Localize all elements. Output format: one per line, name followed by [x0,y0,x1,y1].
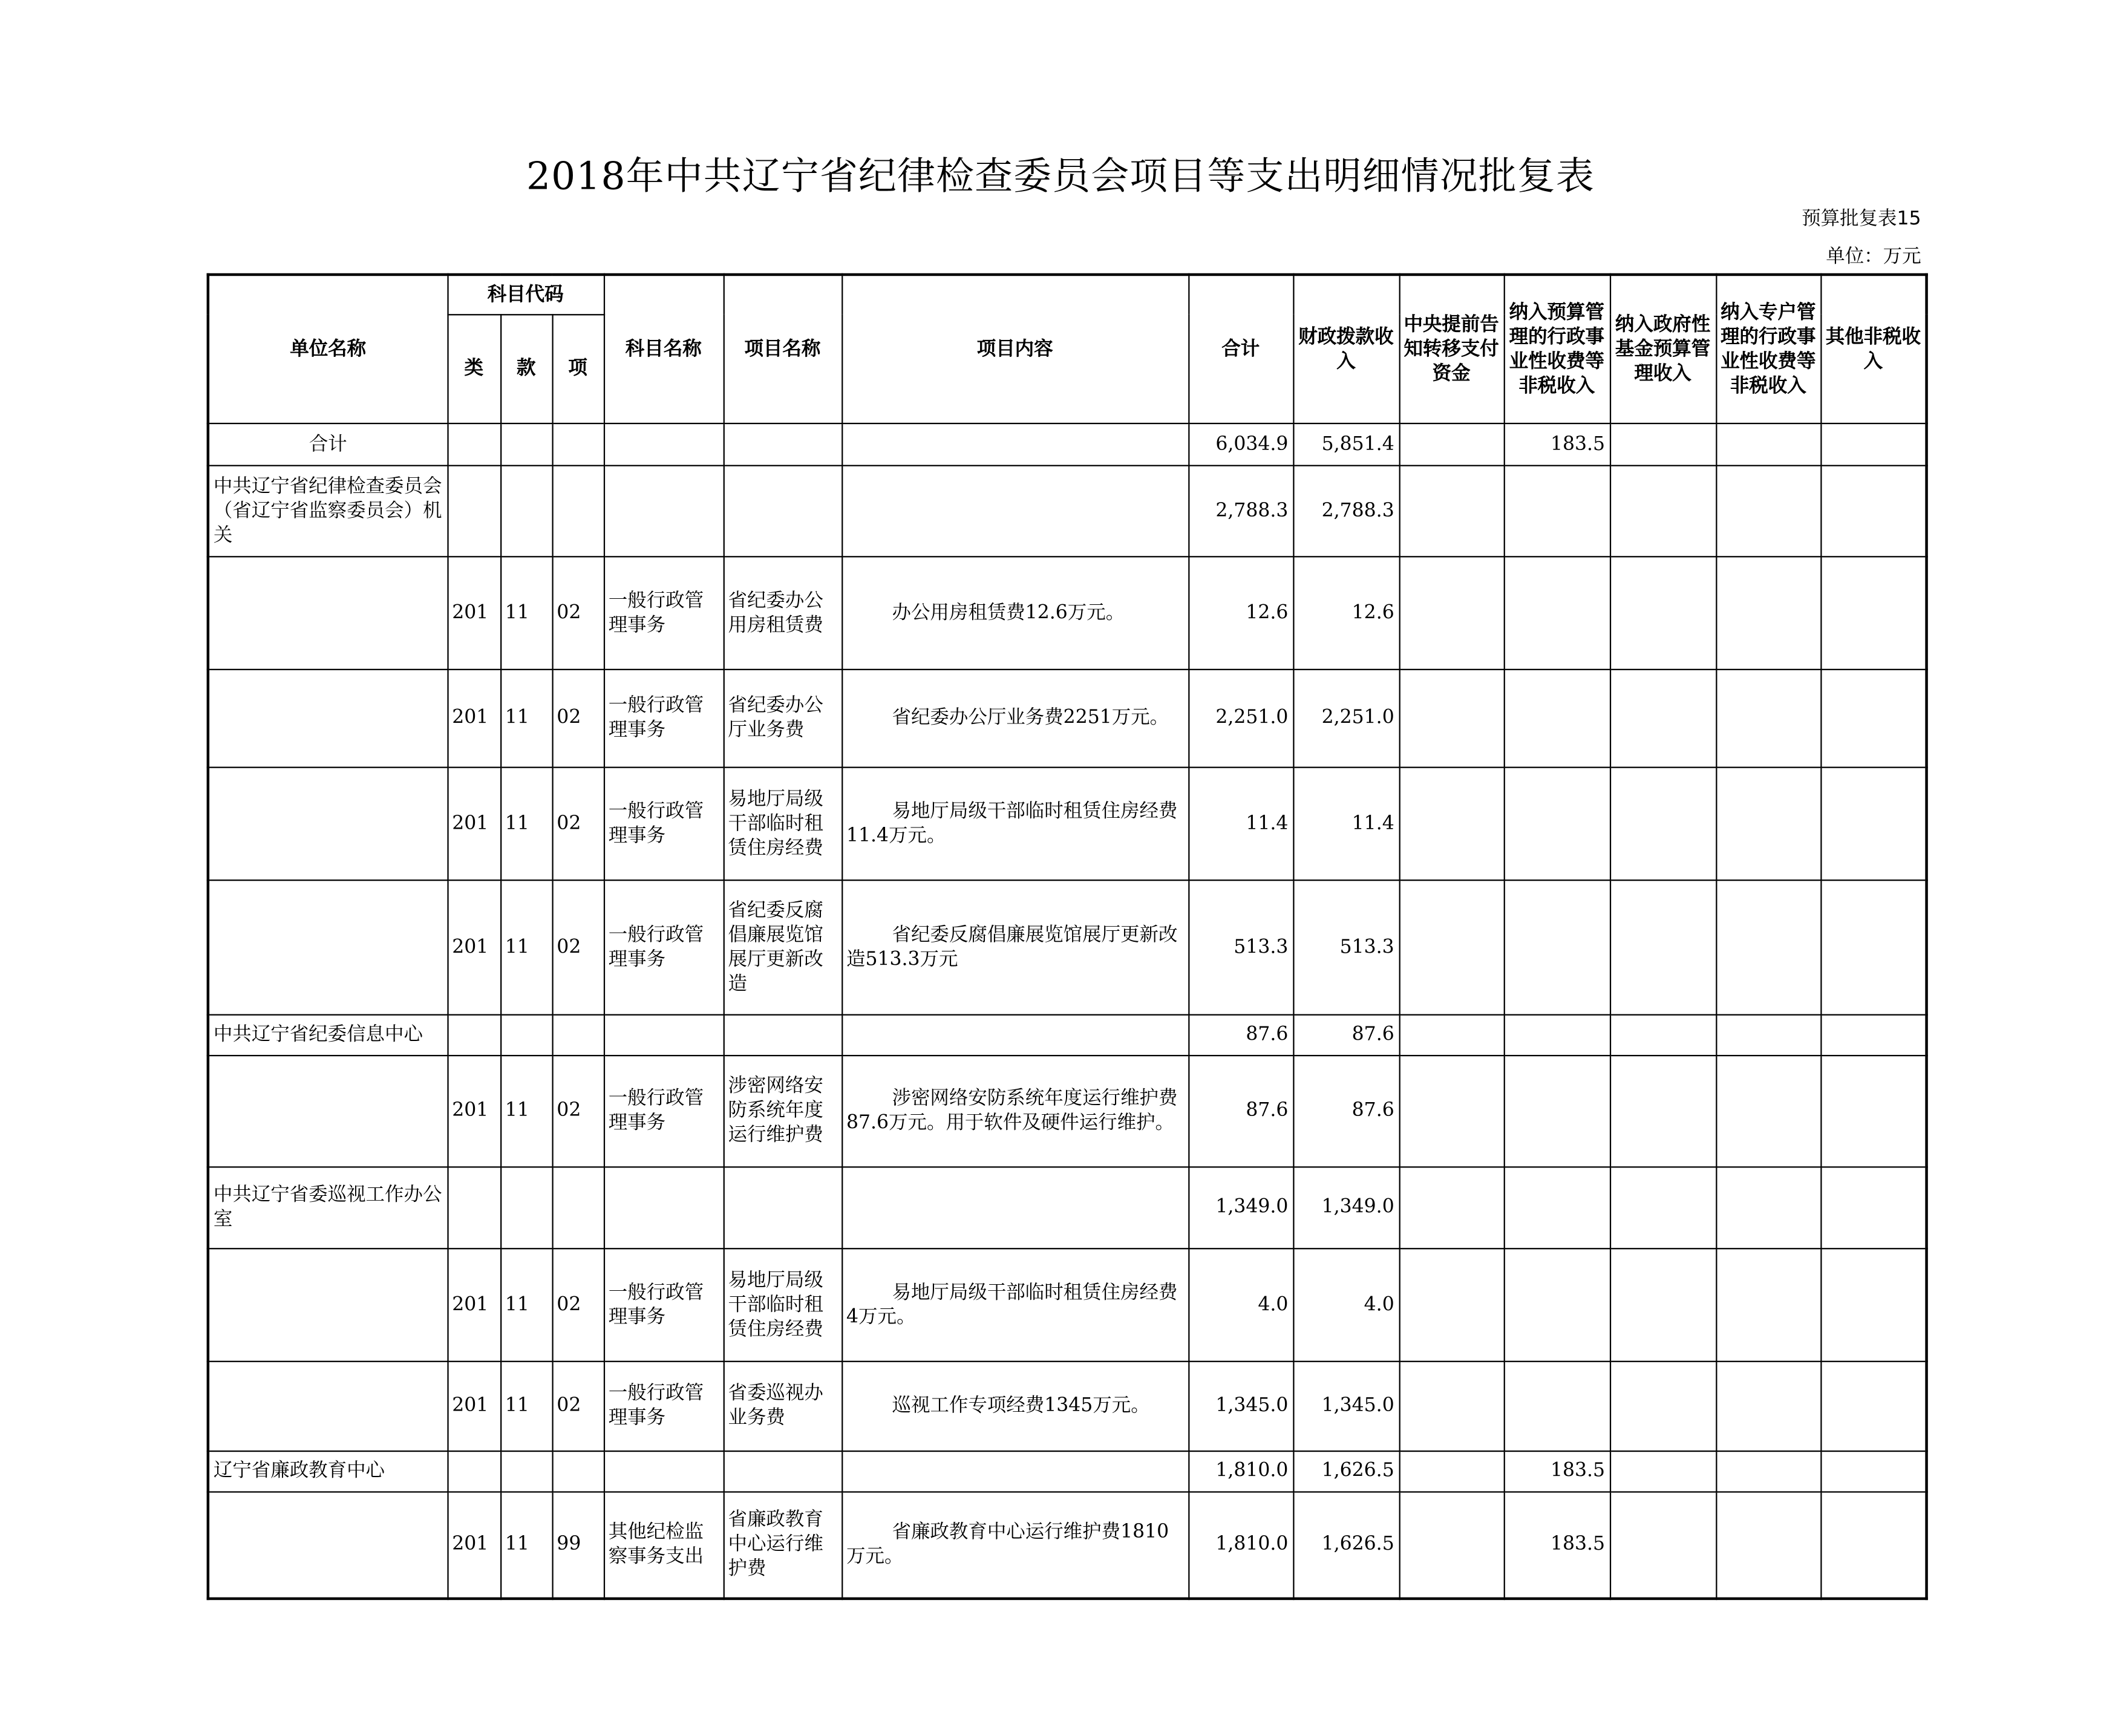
budget-nontax-cell [1504,1248,1610,1361]
central-transfer-cell [1399,423,1504,465]
project-name-cell [724,423,842,465]
project-content-cell [842,1450,1188,1491]
header-central-transfer: 中央提前告知转移支付资金 [1399,275,1504,423]
table-row [208,1361,1927,1450]
header-project-name: 项目名称 [724,275,842,423]
unit-name-cell [208,1361,448,1450]
other-nontax-cell [1820,879,1926,1014]
header-budget-mgmt-nontax: 纳入预算管理的行政事业性收费等非税收入 [1504,275,1610,423]
class-code-cell: 201 [447,1248,500,1361]
table-row [208,879,1927,1014]
total-cell: 1,810.0 [1188,1450,1293,1491]
subject-name-cell [604,1014,724,1055]
subitem-code-cell: 99 [552,1491,603,1599]
gov-fund-cell [1610,1248,1716,1361]
table-row [208,767,1927,880]
central-transfer-cell [1399,669,1504,767]
total-cell: 2,251.0 [1188,669,1293,767]
header-subject-code: 科目代码 [447,275,603,314]
fiscal-cell: 1,626.5 [1293,1491,1399,1599]
fiscal-cell: 5,851.4 [1293,423,1399,465]
special-account-cell [1716,465,1820,556]
total-cell: 6,034.9 [1188,423,1293,465]
gov-fund-cell [1610,556,1716,669]
subject-name-cell [604,1166,724,1248]
project-name-cell [724,465,842,556]
project-name-cell: 易地厅局级干部临时租赁住房经费 [724,1248,842,1361]
budget-nontax-cell [1504,767,1610,880]
project-name-cell: 易地厅局级干部临时租赁住房经费 [724,767,842,880]
central-transfer-cell [1399,1248,1504,1361]
fiscal-cell: 4.0 [1293,1248,1399,1361]
budget-nontax-cell [1504,1014,1610,1055]
unit-name-cell: 中共辽宁省纪律检查委员会（省辽宁省监察委员会）机关 [208,465,448,556]
project-content-cell: 涉密网络安防系统年度运行维护费87.6万元。用于软件及硬件运行维护。 [842,1055,1188,1166]
fiscal-cell: 1,626.5 [1293,1450,1399,1491]
item-code-cell [500,1450,552,1491]
project-content-cell [842,1014,1188,1055]
project-name-cell: 省廉政教育中心运行维护费 [724,1491,842,1599]
unit-name-cell [208,1248,448,1361]
other-nontax-cell [1820,423,1926,465]
fiscal-cell: 2,788.3 [1293,465,1399,556]
budget-nontax-cell [1504,556,1610,669]
subject-name-cell: 一般行政管理事务 [604,1055,724,1166]
class-code-cell: 201 [447,556,500,669]
other-nontax-cell [1820,1166,1926,1248]
budget-nontax-cell [1504,1166,1610,1248]
class-code-cell: 201 [447,1491,500,1599]
total-cell: 4.0 [1188,1248,1293,1361]
unit-name-cell: 中共辽宁省委巡视工作办公室 [208,1166,448,1248]
project-content-cell: 易地厅局级干部临时租赁住房经费11.4万元。 [842,767,1188,880]
class-code-cell: 201 [447,767,500,880]
item-code-cell [500,1166,552,1248]
subject-name-cell: 一般行政管理事务 [604,556,724,669]
subject-name-cell [604,465,724,556]
gov-fund-cell [1610,879,1716,1014]
unit-name-cell [208,556,448,669]
central-transfer-cell [1399,1361,1504,1450]
table-row [208,556,1927,669]
header-lei: 类 [447,314,500,423]
total-row [208,423,1927,465]
project-content-cell: 省廉政教育中心运行维护费1810万元。 [842,1491,1188,1599]
project-name-cell: 省纪委反腐倡廉展览馆展厅更新改造 [724,879,842,1014]
other-nontax-cell [1820,1248,1926,1361]
total-cell: 1,345.0 [1188,1361,1293,1450]
class-code-cell: 201 [447,669,500,767]
item-code-cell [500,1014,552,1055]
project-content-cell: 易地厅局级干部临时租赁住房经费4万元。 [842,1248,1188,1361]
header-kuan: 款 [500,314,552,423]
unit-name-cell: 中共辽宁省纪委信息中心 [208,1014,448,1055]
central-transfer-cell [1399,1450,1504,1491]
header-special-account: 纳入专户管理的行政事业性收费等非税收入 [1716,275,1820,423]
budget-nontax-cell [1504,465,1610,556]
central-transfer-cell [1399,767,1504,880]
total-cell: 1,810.0 [1188,1491,1293,1599]
table-body [208,423,1927,1599]
subject-name-cell: 一般行政管理事务 [604,767,724,880]
gov-fund-cell [1610,669,1716,767]
budget-nontax-cell: 183.5 [1504,423,1610,465]
other-nontax-cell [1820,767,1926,880]
budget-nontax-cell: 183.5 [1504,1450,1610,1491]
class-code-cell [447,423,500,465]
header-total: 合计 [1188,275,1293,423]
fiscal-cell: 11.4 [1293,767,1399,880]
gov-fund-cell [1610,767,1716,880]
special-account-cell [1716,767,1820,880]
budget-nontax-cell: 183.5 [1504,1491,1610,1599]
other-nontax-cell [1820,1055,1926,1166]
subitem-code-cell: 02 [552,767,603,880]
gov-fund-cell [1610,1450,1716,1491]
gov-fund-cell [1610,1166,1716,1248]
special-account-cell [1716,879,1820,1014]
unit-name-cell: 辽宁省廉政教育中心 [208,1450,448,1491]
item-code-cell: 11 [500,1055,552,1166]
item-code-cell: 11 [500,556,552,669]
central-transfer-cell [1399,1491,1504,1599]
item-code-cell: 11 [500,1361,552,1450]
budget-nontax-cell [1504,1055,1610,1166]
class-code-cell [447,465,500,556]
central-transfer-cell [1399,879,1504,1014]
subitem-code-cell: 02 [552,1361,603,1450]
fiscal-cell: 1,345.0 [1293,1361,1399,1450]
central-transfer-cell [1399,1055,1504,1166]
special-account-cell [1716,1166,1820,1248]
subject-name-cell: 一般行政管理事务 [604,1248,724,1361]
other-nontax-cell [1820,1450,1926,1491]
subitem-code-cell: 02 [552,669,603,767]
class-code-cell: 201 [447,1055,500,1166]
gov-fund-cell [1610,1014,1716,1055]
special-account-cell [1716,1055,1820,1166]
subitem-code-cell [552,423,603,465]
header-unit-name: 单位名称 [208,275,448,423]
other-nontax-cell [1820,669,1926,767]
central-transfer-cell [1399,465,1504,556]
header-xiang: 项 [552,314,603,423]
gov-fund-cell [1610,1361,1716,1450]
special-account-cell [1716,1361,1820,1450]
header-fiscal: 财政拨款收入 [1293,275,1399,423]
project-name-cell: 省委巡视办业务费 [724,1361,842,1450]
unit-name-cell [208,1055,448,1166]
special-account-cell [1716,1248,1820,1361]
special-account-cell [1716,1014,1820,1055]
total-cell: 87.6 [1188,1014,1293,1055]
table-row [208,1248,1927,1361]
unit-name-cell [208,669,448,767]
fiscal-cell: 12.6 [1293,556,1399,669]
project-content-cell [842,423,1188,465]
total-cell: 2,788.3 [1188,465,1293,556]
fiscal-cell: 513.3 [1293,879,1399,1014]
budget-nontax-cell [1504,669,1610,767]
subitem-code-cell [552,1166,603,1248]
fiscal-cell: 1,349.0 [1293,1166,1399,1248]
table-row [208,1450,1927,1491]
special-account-cell [1716,1491,1820,1599]
unit-name-cell [208,879,448,1014]
subitem-code-cell: 02 [552,879,603,1014]
project-content-cell: 省纪委办公厅业务费2251万元。 [842,669,1188,767]
item-code-cell: 11 [500,1248,552,1361]
project-name-cell: 涉密网络安防系统年度运行维护费 [724,1055,842,1166]
project-name-cell: 省纪委办公厅业务费 [724,669,842,767]
special-account-cell [1716,669,1820,767]
table-row [208,1014,1927,1055]
project-content-cell: 巡视工作专项经费1345万元。 [842,1361,1188,1450]
table-row [208,1166,1927,1248]
subject-name-cell [604,423,724,465]
total-cell: 87.6 [1188,1055,1293,1166]
item-code-cell: 11 [500,879,552,1014]
page-title: 2018年中共辽宁省纪律检查委员会项目等支出明细情况批复表 [526,153,1595,199]
other-nontax-cell [1820,1361,1926,1450]
project-name-cell: 省纪委办公用房租赁费 [724,556,842,669]
table-row [208,465,1927,556]
total-cell: 12.6 [1188,556,1293,669]
total-cell: 11.4 [1188,767,1293,880]
item-code-cell [500,465,552,556]
table-row [208,1055,1927,1166]
header-gov-fund: 纳入政府性基金预算管理收入 [1610,275,1716,423]
gov-fund-cell [1610,423,1716,465]
item-code-cell [500,423,552,465]
project-name-cell [724,1450,842,1491]
project-name-cell [724,1014,842,1055]
subitem-code-cell: 02 [552,1055,603,1166]
special-account-cell [1716,1450,1820,1491]
subitem-code-cell: 02 [552,1248,603,1361]
subject-name-cell: 一般行政管理事务 [604,879,724,1014]
subject-name-cell: 一般行政管理事务 [604,669,724,767]
header-project-content: 项目内容 [842,275,1188,423]
item-code-cell: 11 [500,767,552,880]
unit-name-cell [208,1491,448,1599]
special-account-cell [1716,423,1820,465]
other-nontax-cell [1820,465,1926,556]
unit-name-cell: 合计 [208,423,448,465]
subject-name-cell: 其他纪检监察事务支出 [604,1491,724,1599]
project-content-cell: 办公用房租赁费12.6万元。 [842,556,1188,669]
subject-name-cell: 一般行政管理事务 [604,1361,724,1450]
class-code-cell: 201 [447,879,500,1014]
budget-nontax-cell [1504,879,1610,1014]
fiscal-cell: 87.6 [1293,1055,1399,1166]
header-other-nontax: 其他非税收入 [1820,275,1926,423]
table-number: 预算批复表15 [1802,207,1921,230]
header-subject-name: 科目名称 [604,275,724,423]
item-code-cell: 11 [500,669,552,767]
other-nontax-cell [1820,556,1926,669]
central-transfer-cell [1399,556,1504,669]
central-transfer-cell [1399,1014,1504,1055]
project-name-cell [724,1166,842,1248]
table-row [208,1491,1927,1599]
item-code-cell: 11 [500,1491,552,1599]
unit-name-cell [208,767,448,880]
total-cell: 1,349.0 [1188,1166,1293,1248]
subitem-code-cell [552,1014,603,1055]
subitem-code-cell [552,1450,603,1491]
subitem-code-cell [552,465,603,556]
gov-fund-cell [1610,1055,1716,1166]
fiscal-cell: 2,251.0 [1293,669,1399,767]
central-transfer-cell [1399,1166,1504,1248]
class-code-cell [447,1166,500,1248]
subitem-code-cell: 02 [552,556,603,669]
class-code-cell: 201 [447,1361,500,1450]
gov-fund-cell [1610,1491,1716,1599]
expenditure-table [207,273,1928,1600]
project-content-cell: 省纪委反腐倡廉展览馆展厅更新改造513.3万元 [842,879,1188,1014]
subject-name-cell [604,1450,724,1491]
other-nontax-cell [1820,1491,1926,1599]
fiscal-cell: 87.6 [1293,1014,1399,1055]
special-account-cell [1716,556,1820,669]
unit-label: 单位：万元 [1826,246,1921,268]
class-code-cell [447,1014,500,1055]
project-content-cell [842,1166,1188,1248]
total-cell: 513.3 [1188,879,1293,1014]
project-content-cell [842,465,1188,556]
gov-fund-cell [1610,465,1716,556]
budget-nontax-cell [1504,1361,1610,1450]
other-nontax-cell [1820,1014,1926,1055]
table-row [208,669,1927,767]
class-code-cell [447,1450,500,1491]
